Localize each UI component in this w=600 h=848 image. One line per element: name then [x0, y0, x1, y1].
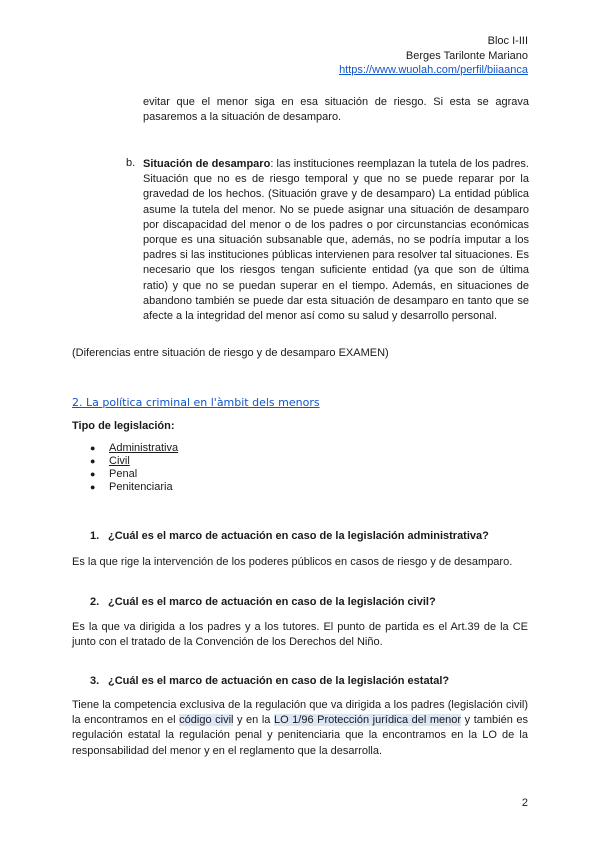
list-item: ● Penitenciaria — [90, 481, 173, 493]
list-item-label-b: b. — [126, 157, 136, 169]
header-bloc: Bloc I-III — [487, 35, 528, 47]
list-item[interactable]: ● Civil — [90, 455, 130, 467]
continuation-paragraph: evitar que el menor siga en esa situación de riesgo. Si esta se agrava pasaremos a la situación de desamparo. — [143, 96, 529, 124]
legislation-type-label: Tipo de legislación: — [72, 420, 175, 432]
question-3: 3. ¿Cuál es el marco de actuación en caso de la legislación estatal? — [90, 675, 450, 687]
header-profile-link[interactable]: https://www.wuolah.com/perfil/biiaanca — [339, 64, 528, 76]
highlight-lo-196: LO 1/96 Protección jurídica del menor — [273, 714, 462, 727]
bullet-icon: ● — [90, 482, 96, 492]
page-number: 2 — [521, 797, 528, 809]
desamparo-term: Situación de desamparo — [143, 158, 271, 170]
highlight-codigo-civil: código civil — [179, 714, 234, 727]
list-item[interactable]: ● Administrativa — [90, 442, 179, 454]
section-heading[interactable]: 2. La política criminal en l'àmbit dels menors — [72, 396, 320, 409]
answer-2: Es la que va dirigida a los padres y a los tutores. El punto de partida es el Art.39 de la CE junto con el tratado de la Convención de los Derechos del Niño. — [72, 621, 528, 649]
page-header — [339, 34, 528, 78]
header-author: Berges Tarilonte Mariano — [405, 49, 528, 62]
bullet-icon: ● — [90, 456, 96, 466]
desamparo-paragraph — [143, 157, 529, 324]
desamparo-text: : las instituciones reemplazan la tutela de los padres. Situación que no es de riesgo temporal y que no se puede reparar por la gravedad de los hechos. (Situación grave y de desamparo) La entidad pública asume la tutela del menor. No se puede asignar una situación de desamparo por discapacidad del menor o de los padres o por circunstancias económicas porque es una situación subsanable que, además, no se podría imputar a los padres si las instituciones públicas intervienen para resolver tal situaciones. Es necesario que los riesgos tengan suficiente entidad (ya que son de última ratio) y que no se puedan superar en el tiempo. Además, en situaciones de abandono también se puede dar esta situación de desamparo en tanto que se afecte a la integridad del menor así como su salud y desarrollo personal. — [143, 158, 529, 323]
question-2: 2. ¿Cuál es el marco de actuación en caso de la legislación civil? — [90, 596, 436, 608]
question-1: 1. ¿Cuál es el marco de actuación en caso de la legislación administrativa? — [90, 530, 489, 542]
bullet-icon: ● — [90, 443, 96, 453]
bullet-icon: ● — [90, 469, 96, 479]
answer-1: Es la que rige la intervención de los poderes públicos en casos de riesgo y de desamparo. — [72, 556, 513, 568]
answer-3: Tiene la competencia exclusiva de la regulación que va dirigida a los padres (legislación civil) la encontramos en el código civil y en la LO 1/96 Protección jurídica del menor y también es regulación estatal la regulación penal y penitenciaria que la encontramos en la LO de la responsabilidad del menor y en el reglamento que la desarrolla. — [72, 699, 528, 757]
exam-note: (Diferencias entre situación de riesgo y de desamparo EXAMEN) — [72, 347, 389, 359]
legislation-type-list — [90, 442, 178, 494]
list-item: ● Penal — [90, 468, 138, 480]
